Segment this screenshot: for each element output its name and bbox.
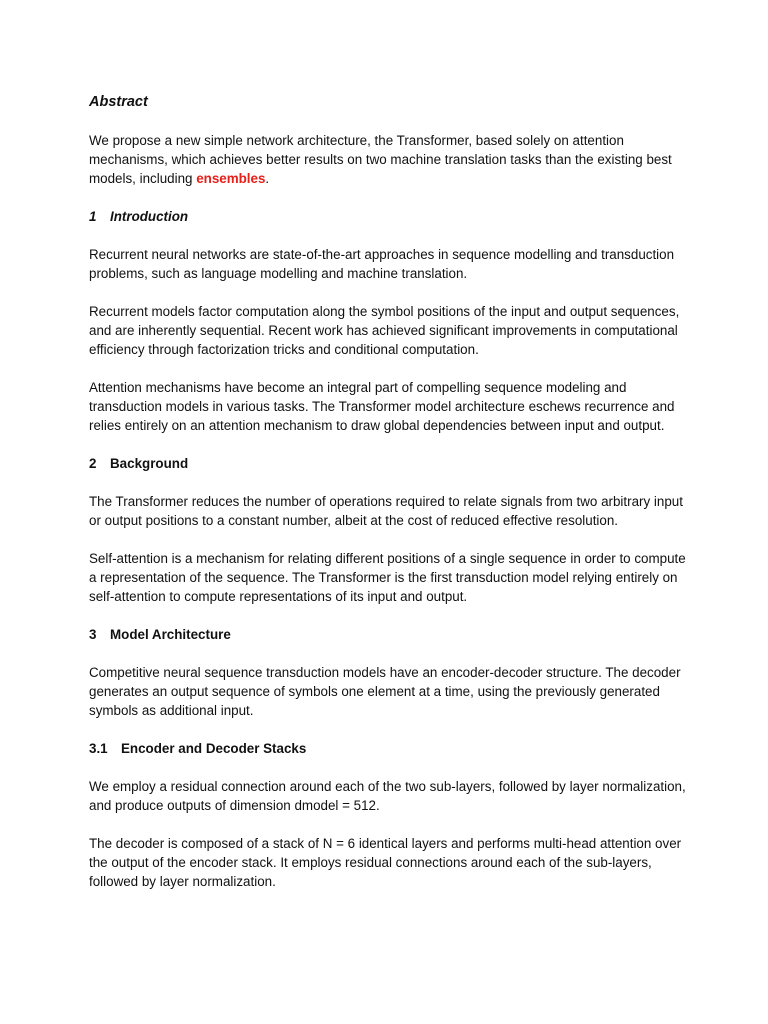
section-number: 3 [89,627,97,642]
section-title: Introduction [110,209,189,224]
section-title: Model Architecture [110,627,231,642]
abstract-text-end: . [265,171,270,186]
section-heading-introduction [89,207,689,226]
section-number: 3.1 [89,741,108,756]
paragraph: Self-attention is a mechanism for relating different positions of a single sequence in order to compute a representation of the sequence. The Transformer is the first transduction model relying entirely on self-attention to compute representations of its input and output. [89,551,686,604]
paragraph: Attention mechanisms have become an integral part of compelling sequence modeling and transduction models in various tasks. The Transformer model architecture eschews recurrence and relies entirely on an attention mechanism to draw global dependencies between input and output. [89,380,675,433]
paragraph: We employ a residual connection around each of the two sub-layers, followed by layer normalization, and produce outputs of dimension dmodel = 512. [89,779,686,813]
paragraph: Recurrent models factor computation along the symbol positions of the input and output sequences, and are inherently sequential. Recent work has achieved significant improvements in computational efficiency through factorization tricks and conditional computation. [89,304,680,357]
paragraph: The Transformer reduces the number of operations required to relate signals from two arbitrary input or output positions to a constant number, albeit at the cost of reduced effective resolution. [89,494,683,528]
abstract-text: We propose a new simple network architecture, the Transformer, based solely on attention mechanisms, which achieves better results on two machine translation tasks than the existing best models, including [89,133,672,186]
section-heading-background [89,454,689,473]
section-number: 1 [89,209,97,224]
document-page [89,92,689,910]
paragraph: The decoder is composed of a stack of N = 6 identical layers and performs multi-head attention over the output of the encoder stack. It employs residual connections around each of the sub-layers, followed by layer normalization. [89,836,682,889]
section-title: Background [110,456,189,471]
section-heading-model-architecture [89,625,689,644]
paragraph: Recurrent neural networks are state-of-the-art approaches in sequence modelling and transduction problems, such as language modelling and machine translation. [89,247,675,281]
section-number: 2 [89,456,97,471]
section-title: Encoder and Decoder Stacks [121,741,307,756]
abstract-heading: Abstract [89,94,148,110]
highlighted-term: ensembles [196,171,266,186]
abstract-paragraph [89,131,689,188]
paragraph: Competitive neural sequence transduction models have an encoder-decoder structure. The decoder generates an output sequence of symbols one element at a time, using the previously generated symbols as additional input. [89,665,681,718]
subsection-heading-encoder-decoder [89,739,689,758]
